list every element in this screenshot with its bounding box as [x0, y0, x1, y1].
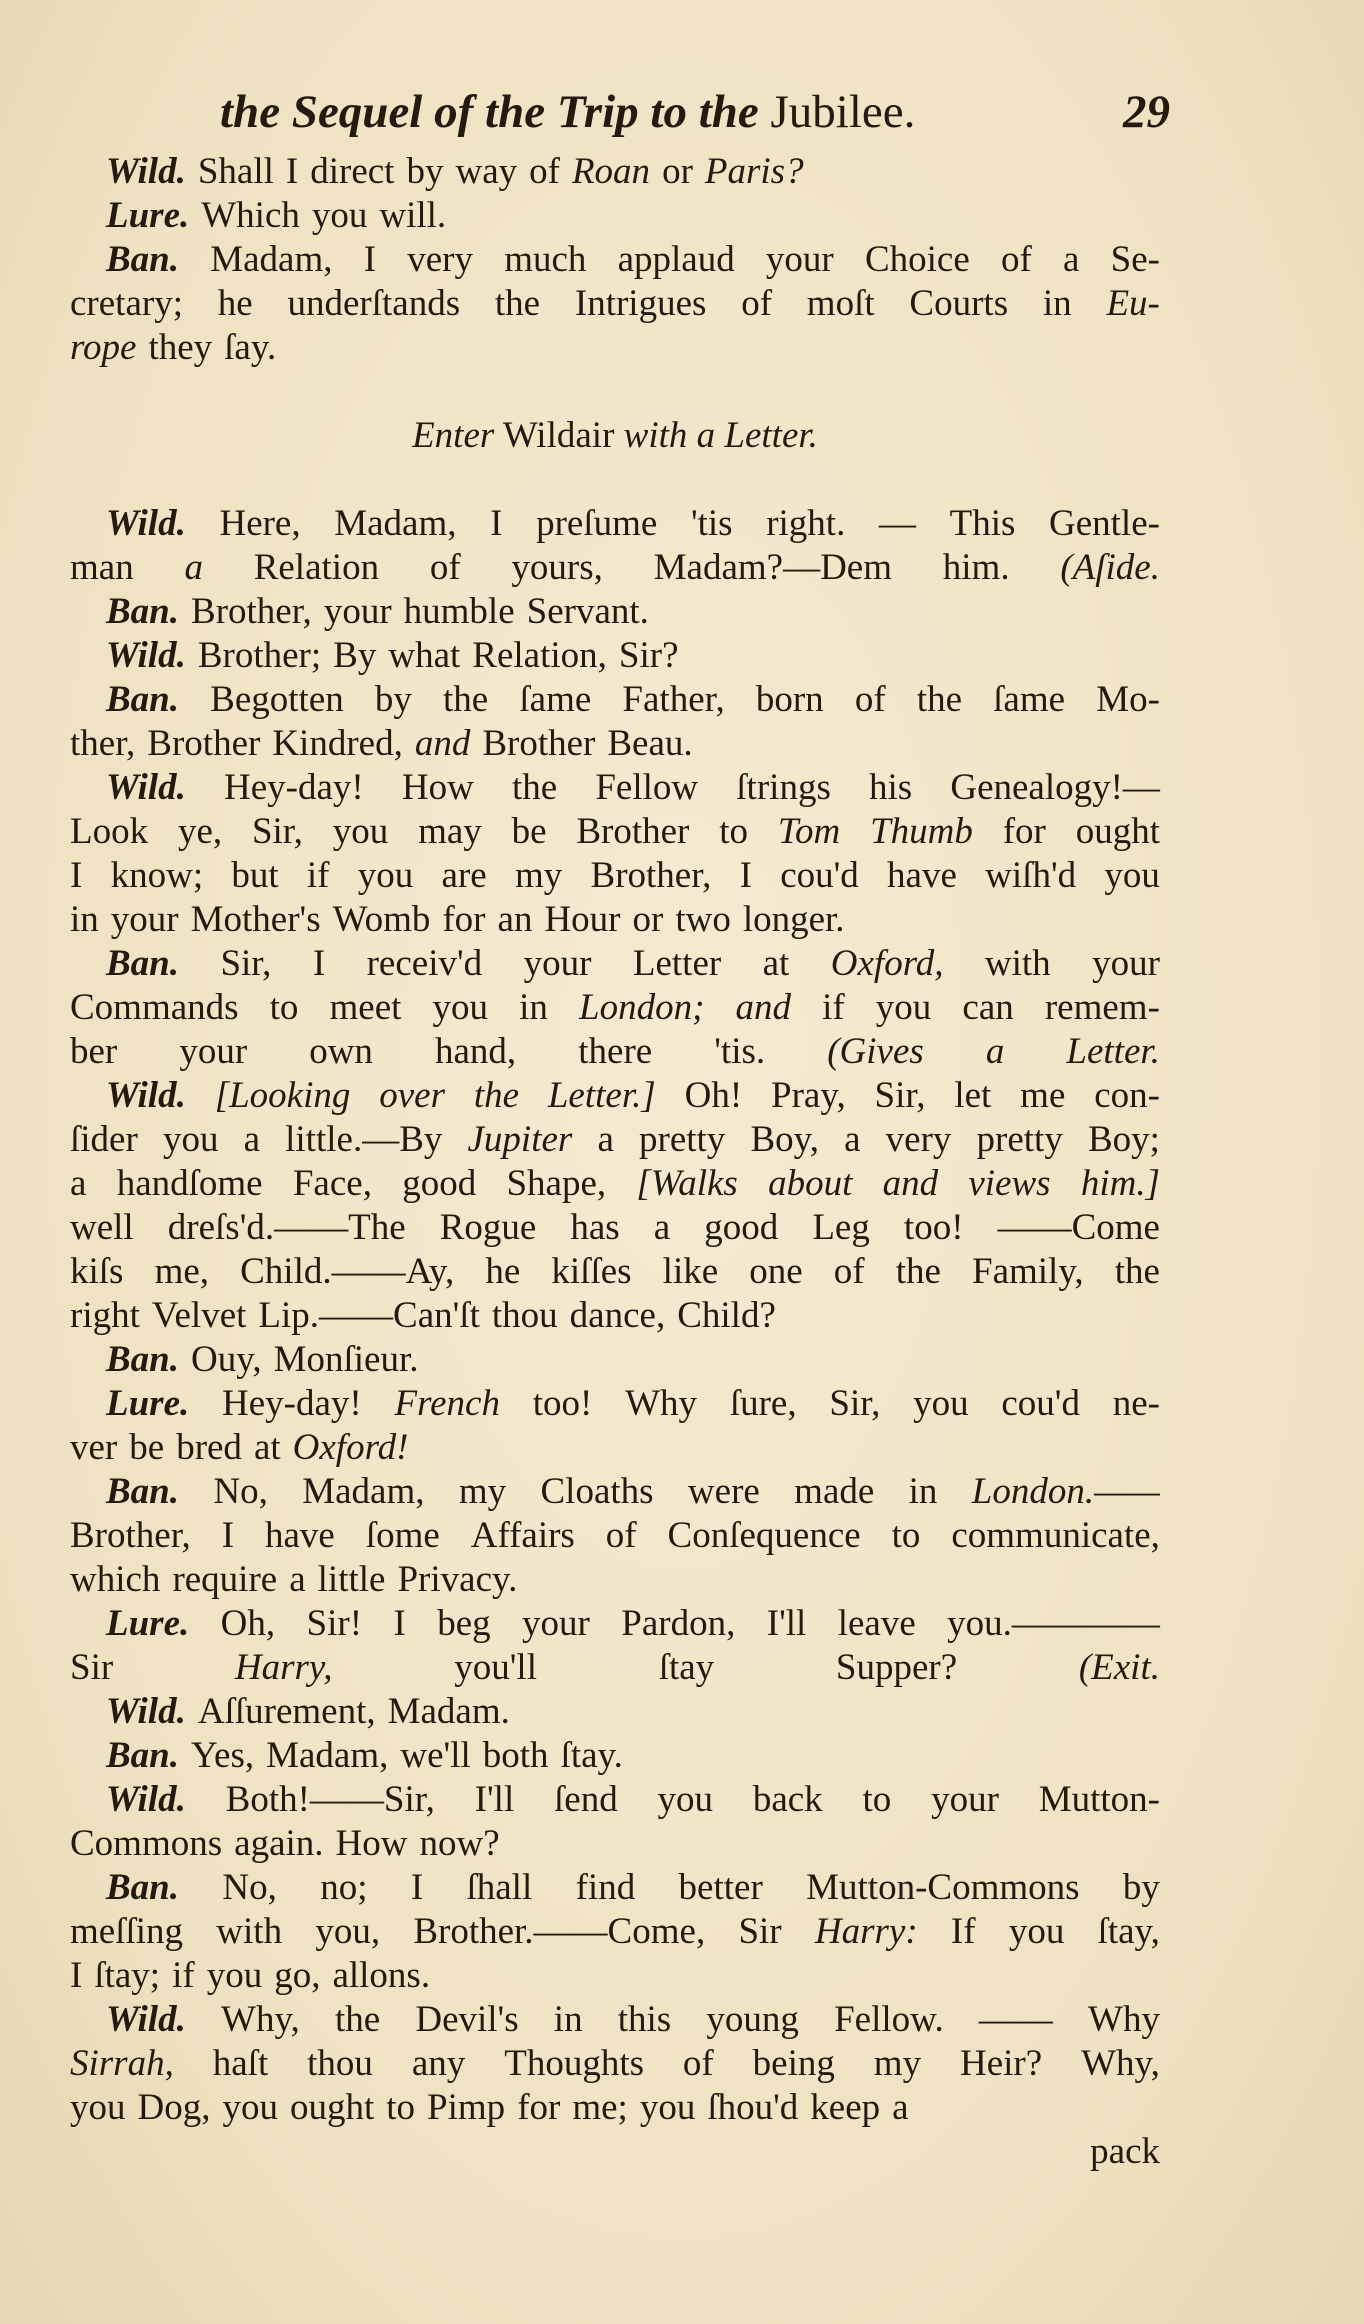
- text-line: I know; but if you are my Brother, I cou'd have wiſh'd you: [70, 855, 1160, 896]
- text-line: Commons again. How now?: [70, 1823, 500, 1864]
- text-line: kiſs me, Child.——Ay, he kiſſes like one of the Family, the: [70, 1251, 1160, 1292]
- text-line: which require a little Privacy.: [70, 1559, 518, 1600]
- text-line: Ban. Yes, Madam, we'll both ſtay.: [106, 1735, 623, 1776]
- text-line: Ban. Madam, I very much applaud your Choice of a Se-: [106, 239, 1160, 280]
- text-line: Wild. Hey-day! How the Fellow ſtrings his Genealogy!—: [106, 767, 1160, 808]
- text-line: Lure. Hey-day! French too! Why ſure, Sir, you cou'd ne-: [106, 1383, 1160, 1424]
- text-line: Ban. Brother, your humble Servant.: [106, 591, 649, 632]
- text-line: Wild. Shall I direct by way of Roan or Paris?: [106, 151, 804, 192]
- text-line: cretary; he underſtands the Intrigues of moſt Courts in Eu-: [70, 283, 1160, 324]
- page-number: 29: [1123, 86, 1170, 138]
- text-line: right Velvet Lip.——Can'ſt thou dance, Child?: [70, 1295, 776, 1336]
- text-line: man a Relation of yours, Madam?—Dem him. (Aſide.: [70, 547, 1160, 588]
- text-line: Ban. Ouy, Monſieur.: [106, 1339, 419, 1380]
- text-line: Ban. Begotten by the ſame Father, born of the ſame Mo-: [106, 679, 1160, 720]
- text-line: Wild. [Looking over the Letter.] Oh! Pray, Sir, let me con-: [106, 1075, 1160, 1116]
- text-line: Brother, I have ſome Affairs of Conſequence to communicate,: [70, 1515, 1160, 1556]
- text-line: a handſome Face, good Shape, [Walks about and views him.]: [70, 1163, 1160, 1204]
- text-line: Wild. Here, Madam, I preſume 'tis right. — This Gentle-: [106, 503, 1160, 544]
- text-line: Wild. Both!——Sir, I'll ſend you back to your Mutton-: [106, 1779, 1160, 1820]
- text-line: Sir Harry, you'll ſtay Supper? (Exit.: [70, 1647, 1160, 1688]
- text-line: Sirrah, haſt thou any Thoughts of being my Heir? Why,: [70, 2043, 1160, 2084]
- text-line: well dreſs'd.——The Rogue has a good Leg too! ——Come: [70, 1207, 1160, 1248]
- text-line: Ban. Sir, I receiv'd your Letter at Oxford, with your: [106, 943, 1160, 984]
- text-line: ſider you a little.—By Jupiter a pretty Boy, a very pretty Boy;: [70, 1119, 1160, 1160]
- spacer: [70, 458, 1160, 502]
- catchword: pack: [1090, 2131, 1160, 2172]
- text-line: Lure. Oh, Sir! I beg your Pardon, I'll leave you.————: [106, 1603, 1160, 1644]
- text-line: Commands to meet you in London; and if you can remem-: [70, 987, 1160, 1028]
- text-line: rope they ſay.: [70, 327, 277, 368]
- spacer: [70, 370, 1160, 414]
- text-line: Ban. No, no; I ſhall find better Mutton-Commons by: [106, 1867, 1160, 1908]
- text-line: Ban. No, Madam, my Cloaths were made in London.——: [106, 1471, 1160, 1512]
- text-line: you Dog, you ought to Pimp for me; you ſhou'd keep a: [70, 2087, 909, 2128]
- text-line: I ſtay; if you go, allons.: [70, 1955, 431, 1996]
- body-text: [70, 150, 1160, 2174]
- text-line: Wild. Why, the Devil's in this young Fellow. —— Why: [106, 1999, 1160, 2040]
- stage-direction: Enter Wildair with a Letter.: [412, 415, 818, 456]
- text-line: Wild. Aſſurement, Madam.: [106, 1691, 510, 1732]
- text-line: meſſing with you, Brother.——Come, Sir Harry: If you ſtay,: [70, 1911, 1160, 1952]
- text-line: Wild. Brother; By what Relation, Sir?: [106, 635, 679, 676]
- text-line: in your Mother's Womb for an Hour or two longer.: [70, 899, 845, 940]
- text-line: ther, Brother Kindred, and Brother Beau.: [70, 723, 693, 764]
- running-header: [210, 85, 1170, 145]
- running-title: the Sequel of the Trip to the Jubilee.: [220, 86, 916, 138]
- text-line: Look ye, Sir, you may be Brother to Tom Thumb for ought: [70, 811, 1160, 852]
- text-line: ver be bred at Oxford!: [70, 1427, 409, 1468]
- text-line: ber your own hand, there 'tis. (Gives a Letter.: [70, 1031, 1160, 1072]
- text-line: Lure. Which you will.: [106, 195, 447, 236]
